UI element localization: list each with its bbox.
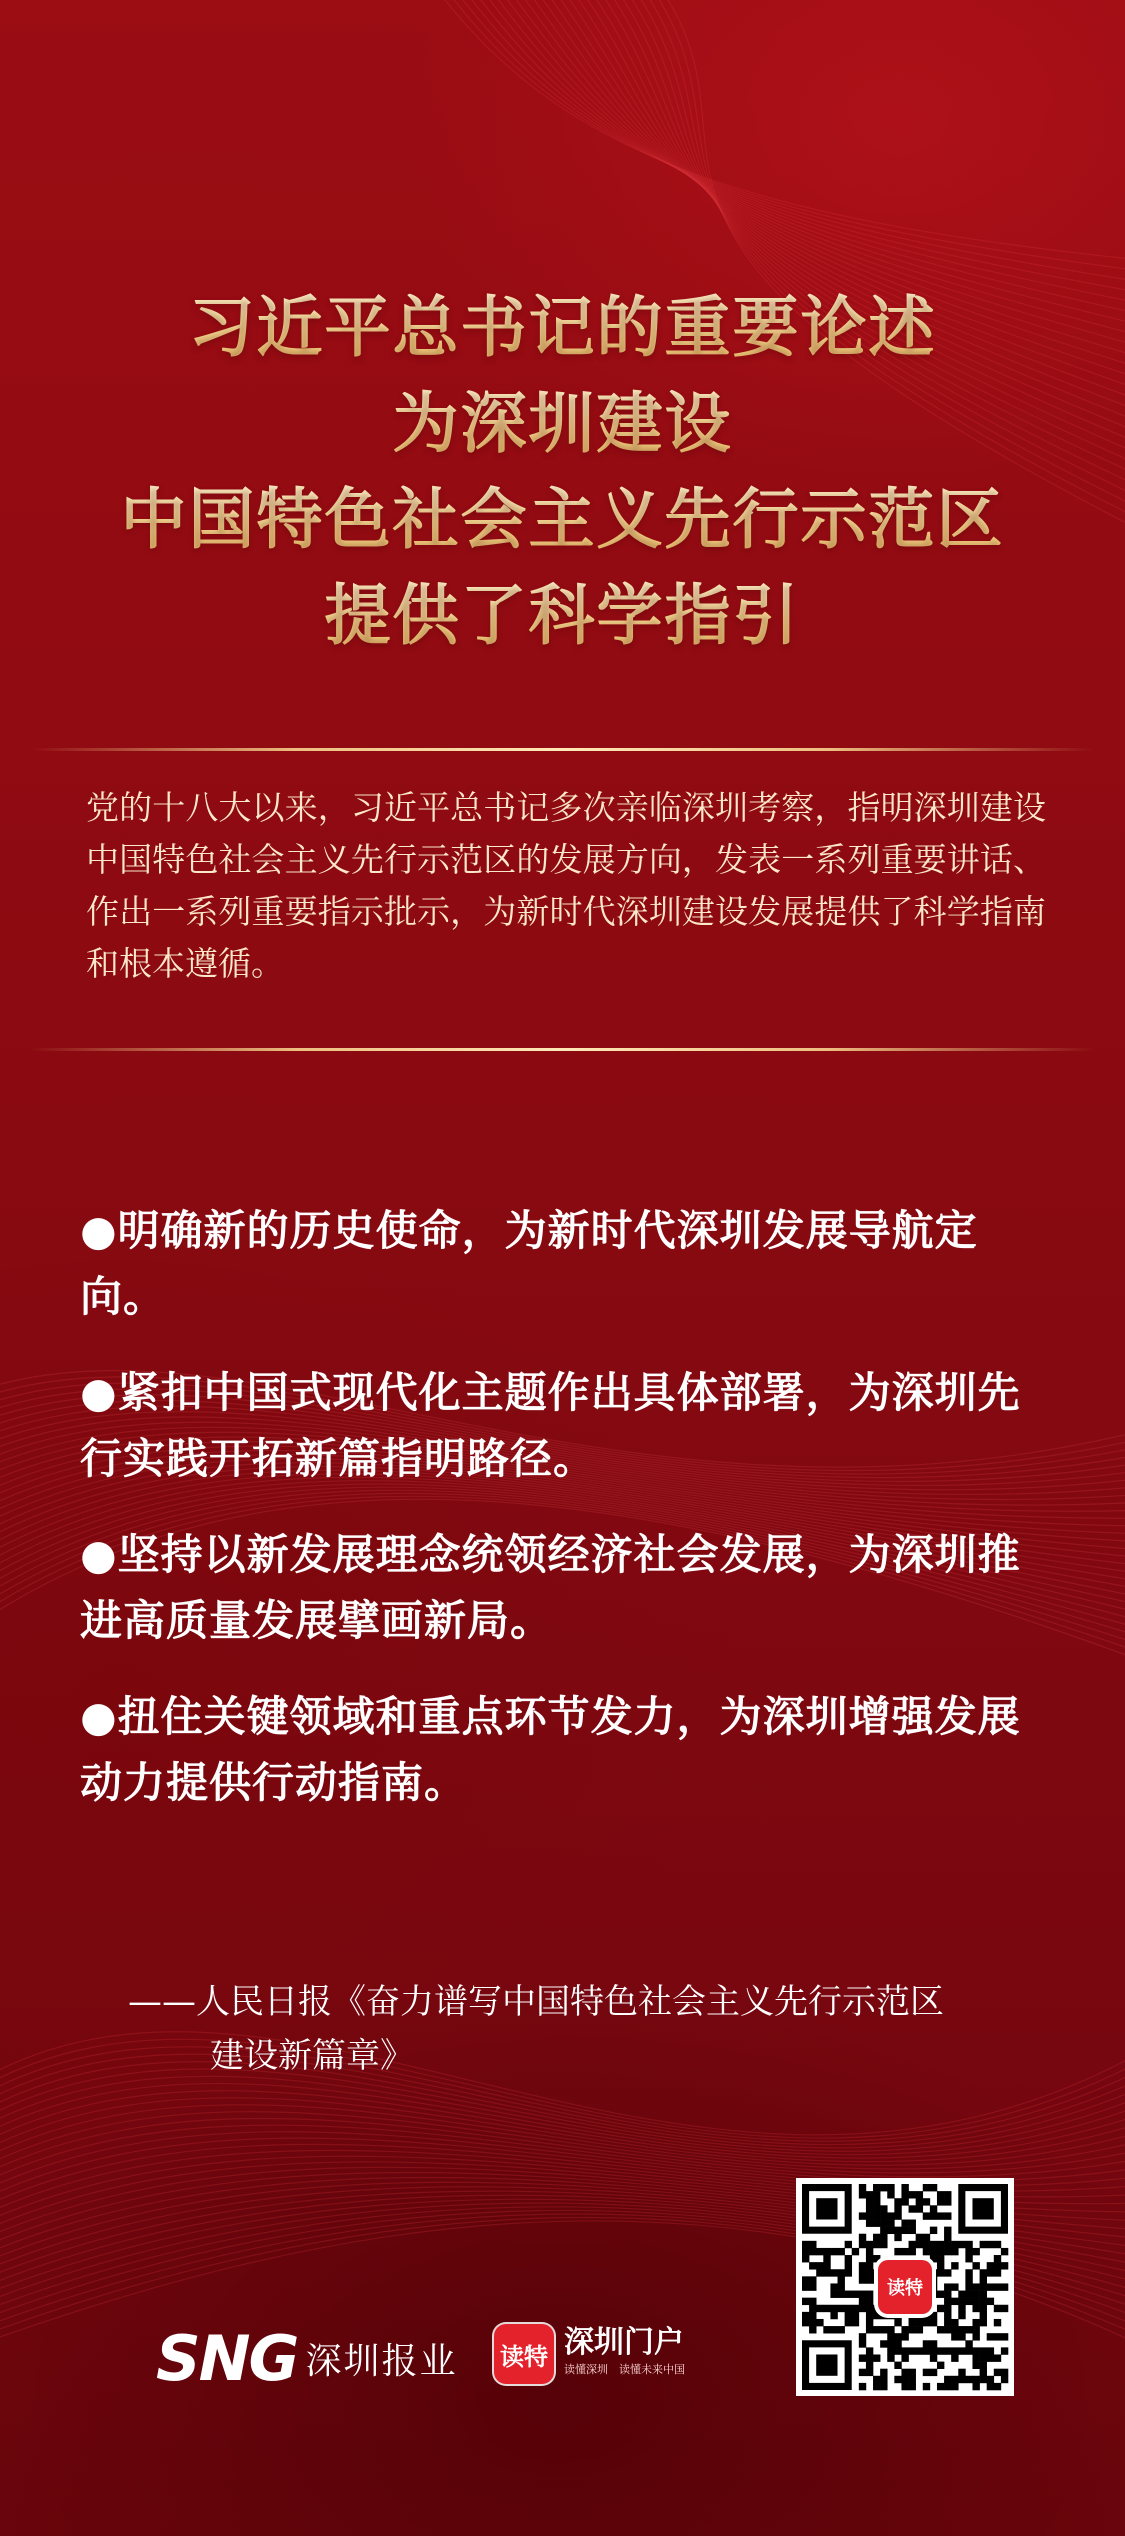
sng-logo-text: 深圳报业: [305, 2340, 458, 2382]
wave-line: [439, 0, 1125, 271]
key-point-3: ●坚持以新发展理念统领经济社会发展，为深圳推进高质量发展擘画新局。: [80, 1530, 1021, 1645]
shenzhen-portal-logo: [564, 2324, 684, 2384]
wave-line: [475, 0, 1125, 314]
key-point-2: ●紧扣中国式现代化主题作出具体部署，为深圳先行实践开拓新篇指明路径。: [80, 1368, 1021, 1483]
headline-line-1: 习近平总书记的重要论述: [0, 280, 1125, 376]
portal-slogan: 读懂深圳 读懂未来中国: [564, 2363, 685, 2376]
source-line-2: 建设新篇章》: [210, 2036, 414, 2076]
sng-logo: [156, 2318, 457, 2398]
key-point-4: ●扭住关键领域和重点环节发力，为深圳增强发展动力提供行动指南。: [80, 1692, 1021, 1807]
sng-logo-mark: SNG: [156, 2321, 298, 2395]
portal-name: 深圳门户: [564, 2325, 684, 2360]
intro-paragraph: 党的十八大以来，习近平总书记多次亲临深圳考察，指明深圳建设中国特色社会主义先行示范区的发展方向，发表一系列重要讲话、作出一系列重要指示批示，为新时代深圳建设发展提供了科学指南和根本遵循。: [86, 788, 1046, 983]
key-points-list: [80, 1198, 1055, 1846]
divider-top: [30, 748, 1095, 751]
key-point-1: ●明确新的历史使命，为新时代深圳发展导航定向。: [80, 1206, 978, 1321]
qr-code-icon[interactable]: [796, 2178, 1014, 2396]
headline-line-4: 提供了科学指引: [0, 568, 1125, 664]
source-line-1: ——人民日报《奋力谱写中国特色社会主义先行示范区: [128, 1982, 944, 2022]
source-citation: [128, 1975, 1068, 2083]
dute-app-icon: 读特: [494, 2324, 554, 2384]
headline-line-3: 中国特色社会主义先行示范区: [0, 472, 1125, 568]
wave-line: [466, 0, 1125, 303]
headline: [0, 280, 1125, 664]
qr-center-badge: 读特: [878, 2260, 932, 2314]
divider-bottom: [30, 1048, 1095, 1051]
headline-line-2: 为深圳建设: [0, 376, 1125, 472]
